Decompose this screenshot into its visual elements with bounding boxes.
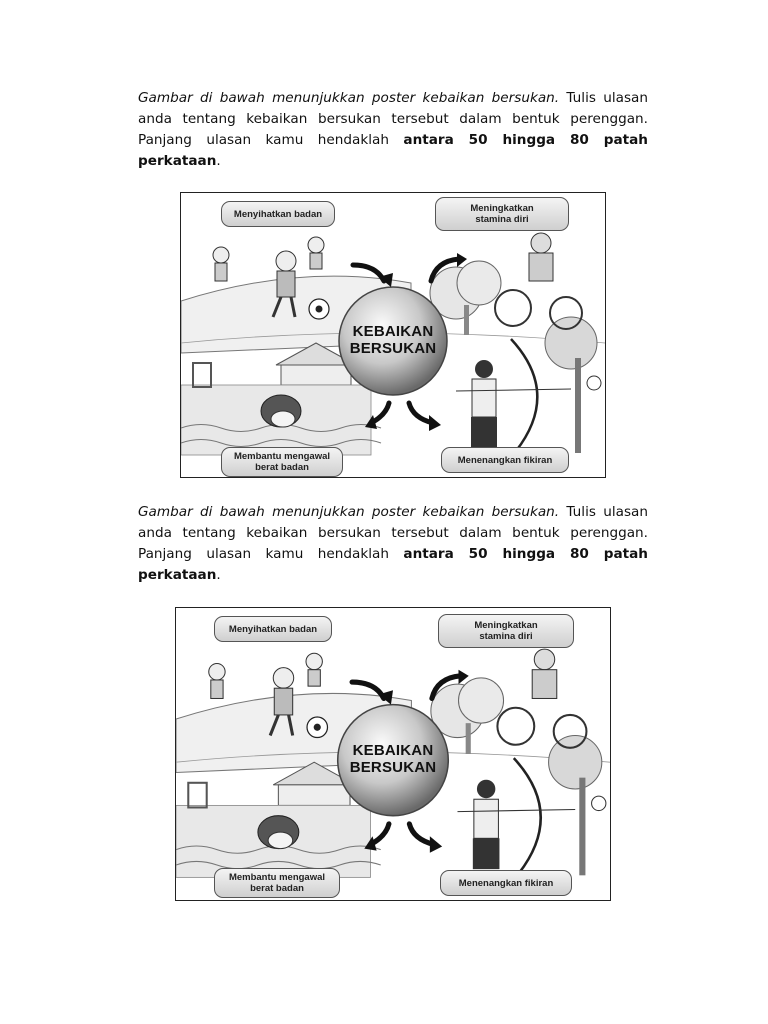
instruction-end: . bbox=[216, 153, 221, 169]
label-top-right-line1: Meningkatkan bbox=[470, 203, 534, 214]
center-title-line2: BERSUKAN bbox=[349, 340, 437, 357]
label-menyihatkan-badan: Menyihatkan badan bbox=[214, 616, 332, 642]
instruction-end: . bbox=[216, 567, 221, 583]
instruction-text-2 bbox=[138, 502, 648, 586]
instruction-2 bbox=[138, 502, 648, 586]
soccer-ball-icon bbox=[309, 299, 329, 319]
label-meningkatkan-stamina bbox=[435, 197, 569, 231]
instruction-1 bbox=[138, 88, 648, 172]
cyclist-icon bbox=[495, 233, 582, 329]
soccer-ball-icon bbox=[307, 717, 327, 738]
sports-poster-2 bbox=[175, 607, 611, 901]
label-top-right-line2: stamina diri bbox=[479, 631, 533, 642]
label-membantu-mengawal bbox=[221, 447, 343, 477]
cyclist-icon bbox=[497, 649, 586, 748]
label-bottom-left-line2: berat badan bbox=[250, 883, 304, 894]
instruction-italic: Gambar di bawah menunjukkan poster kebaikan bersukan. bbox=[138, 504, 560, 520]
poster-center-title bbox=[339, 323, 447, 357]
label-top-right-line2: stamina diri bbox=[475, 214, 529, 225]
instruction-plain: Tulis ulasan anda tentang kebaikan bersukan tersebut dalam bentuk perenggan. Panjang ulasan kamu hendaklah bbox=[138, 504, 649, 562]
label-top-right-line1: Meningkatkan bbox=[474, 620, 538, 631]
sports-poster-1 bbox=[180, 192, 606, 478]
poster-center-title bbox=[338, 742, 448, 776]
instruction-bold: antara 50 hingga 80 patah perkataan bbox=[138, 546, 648, 583]
label-menenangkan-fikiran: Menenangkan fikiran bbox=[440, 870, 572, 896]
target-icon bbox=[592, 796, 606, 810]
label-bottom-left-line1: Membantu mengawal bbox=[228, 872, 326, 883]
instruction-italic: Gambar di bawah menunjukkan poster kebaikan bersukan. bbox=[138, 90, 560, 106]
label-membantu-mengawal bbox=[214, 868, 340, 898]
label-bottom-left-line2: berat badan bbox=[255, 462, 309, 473]
center-title-line1: KEBAIKAN bbox=[352, 323, 434, 340]
label-menenangkan-fikiran: Menenangkan fikiran bbox=[441, 447, 569, 473]
target-icon bbox=[587, 376, 601, 390]
instruction-plain: Tulis ulasan anda tentang kebaikan bersukan tersebut dalam bentuk perenggan. Panjang ulasan kamu hendaklah bbox=[138, 90, 649, 148]
instruction-text-1 bbox=[138, 88, 648, 172]
label-meningkatkan-stamina bbox=[438, 614, 574, 648]
center-title-line2: BERSUKAN bbox=[349, 759, 437, 776]
instruction-bold: antara 50 hingga 80 patah perkataan bbox=[138, 132, 648, 169]
center-title-line1: KEBAIKAN bbox=[352, 742, 434, 759]
label-menyihatkan-badan: Menyihatkan badan bbox=[221, 201, 335, 227]
label-bottom-left-line1: Membantu mengawal bbox=[233, 451, 331, 462]
